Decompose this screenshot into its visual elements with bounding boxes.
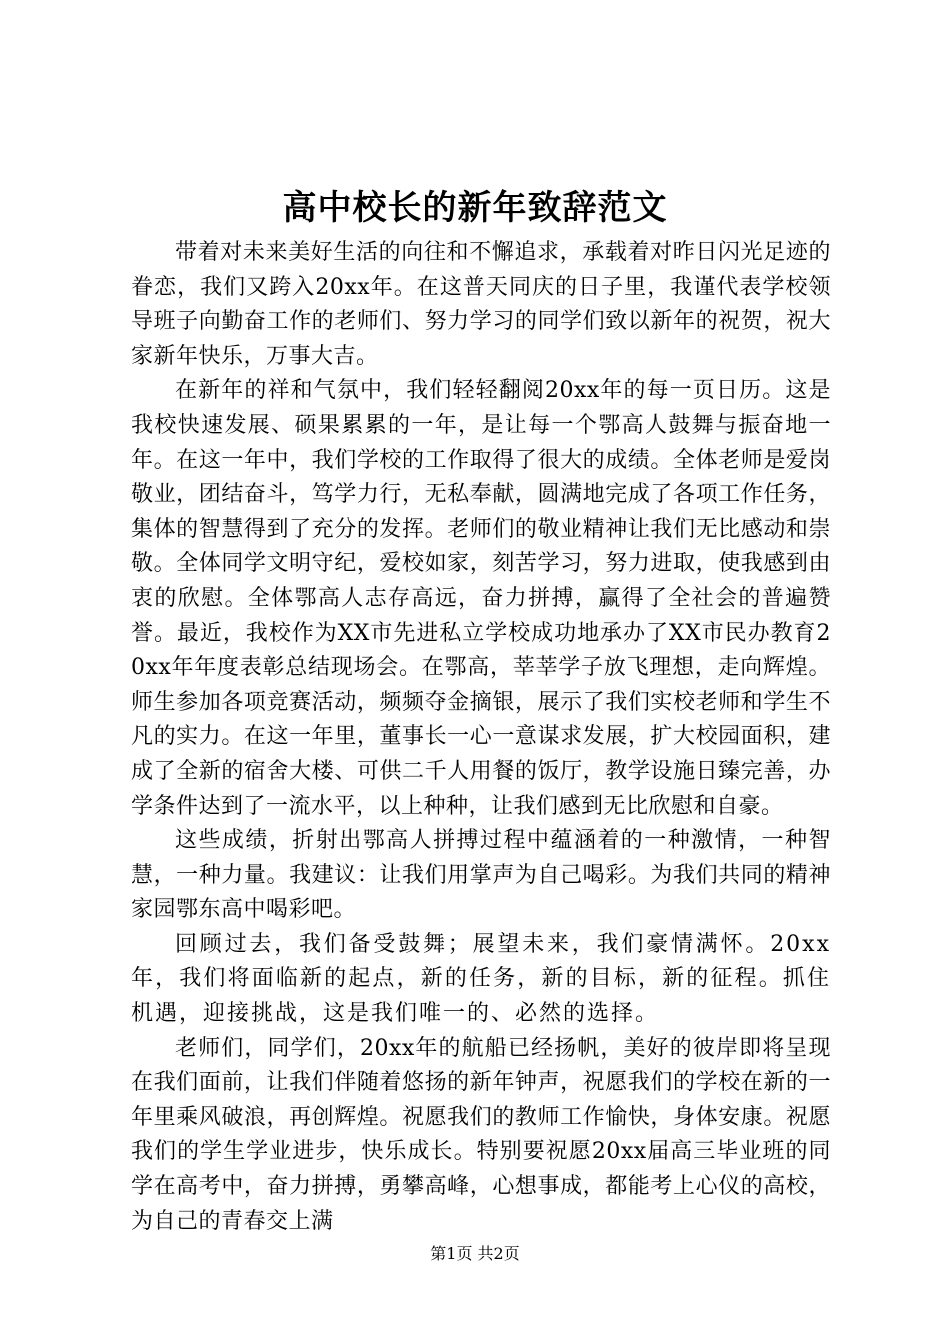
paragraph-4: 回顾过去，我们备受鼓舞；展望未来，我们豪情满怀。20xx年，我们将面临新的起点，新的任务，新的目标，新的征程。抓住机遇，迎接挑战，这是我们唯一的、必然的选择。 xyxy=(131,931,831,1027)
paragraph-3: 这些成绩，折射出鄂高人拼搏过程中蕴涵着的一种激情，一种智慧，一种力量。我建议：让我们用掌声为自己喝彩。为我们共同的精神家园鄂东高中喝彩吧。 xyxy=(131,828,831,923)
document-body xyxy=(131,236,831,1239)
paragraph-1: 带着对未来美好生活的向往和不懈追求，承载着对昨日闪光足迹的眷恋，我们又跨入20xx年。在这普天同庆的日子里，我谨代表学校领导班子向勤奋工作的老师们、努力学习的同学们致以新年的祝贺，祝大家新年快乐，万事大吉。 xyxy=(131,240,831,369)
paragraph-5: 老师们，同学们，20xx年的航船已经扬帆，美好的彼岸即将呈现在我们面前，让我们伴随着悠扬的新年钟声，祝愿我们的学校在新的一年里乘风破浪，再创辉煌。祝愿我们的教师工作愉快，身体安康。祝愿我们的学生学业进步，快乐成长。特别要祝愿20xx届高三毕业班的同学在高考中，奋力拼搏，勇攀高峰，心想事成，都能考上心仪的高校，为自己的青春交上满 xyxy=(131,1035,831,1234)
page-number-footer: 第1页 共2页 xyxy=(430,1244,520,1263)
paragraph-2: 在新年的祥和气氛中，我们轻轻翻阅20xx年的每一页日历。这是我校快速发展、硕果累累的一年，是让每一个鄂高人鼓舞与振奋地一年。在这一年中，我们学校的工作取得了很大的成绩。全体老师是爱岗敬业，团结奋斗，笃学力行，无私奉献，圆满地完成了各项工作任务，集体的智慧得到了充分的发挥。老师们的敬业精神让我们无比感动和崇敬。全体同学文明守纪，爱校如家，刻苦学习，努力进取，使我感到由衷的欣慰。全体鄂高人志存高远，奋力拼搏，赢得了全社会的普遍赞誉。最近，我校作为XX市先进私立学校成功地承办了XX市民办教育20xx年年度表彰总结现场会。在鄂高，莘莘学子放飞理想，走向辉煌。师生参加各项竞赛活动，频频夺金摘银，展示了我们实校老师和学生不凡的实力。在这一年里，董事长一心一意谋求发展，扩大校园面积，建成了全新的宿舍大楼、可供二千人用餐的饭厅，教学设施日臻完善，办学条件达到了一流水平，以上种种，让我们感到无比欣慰和自豪。 xyxy=(131,378,831,819)
document-title: 高中校长的新年致辞范文 xyxy=(282,188,668,228)
